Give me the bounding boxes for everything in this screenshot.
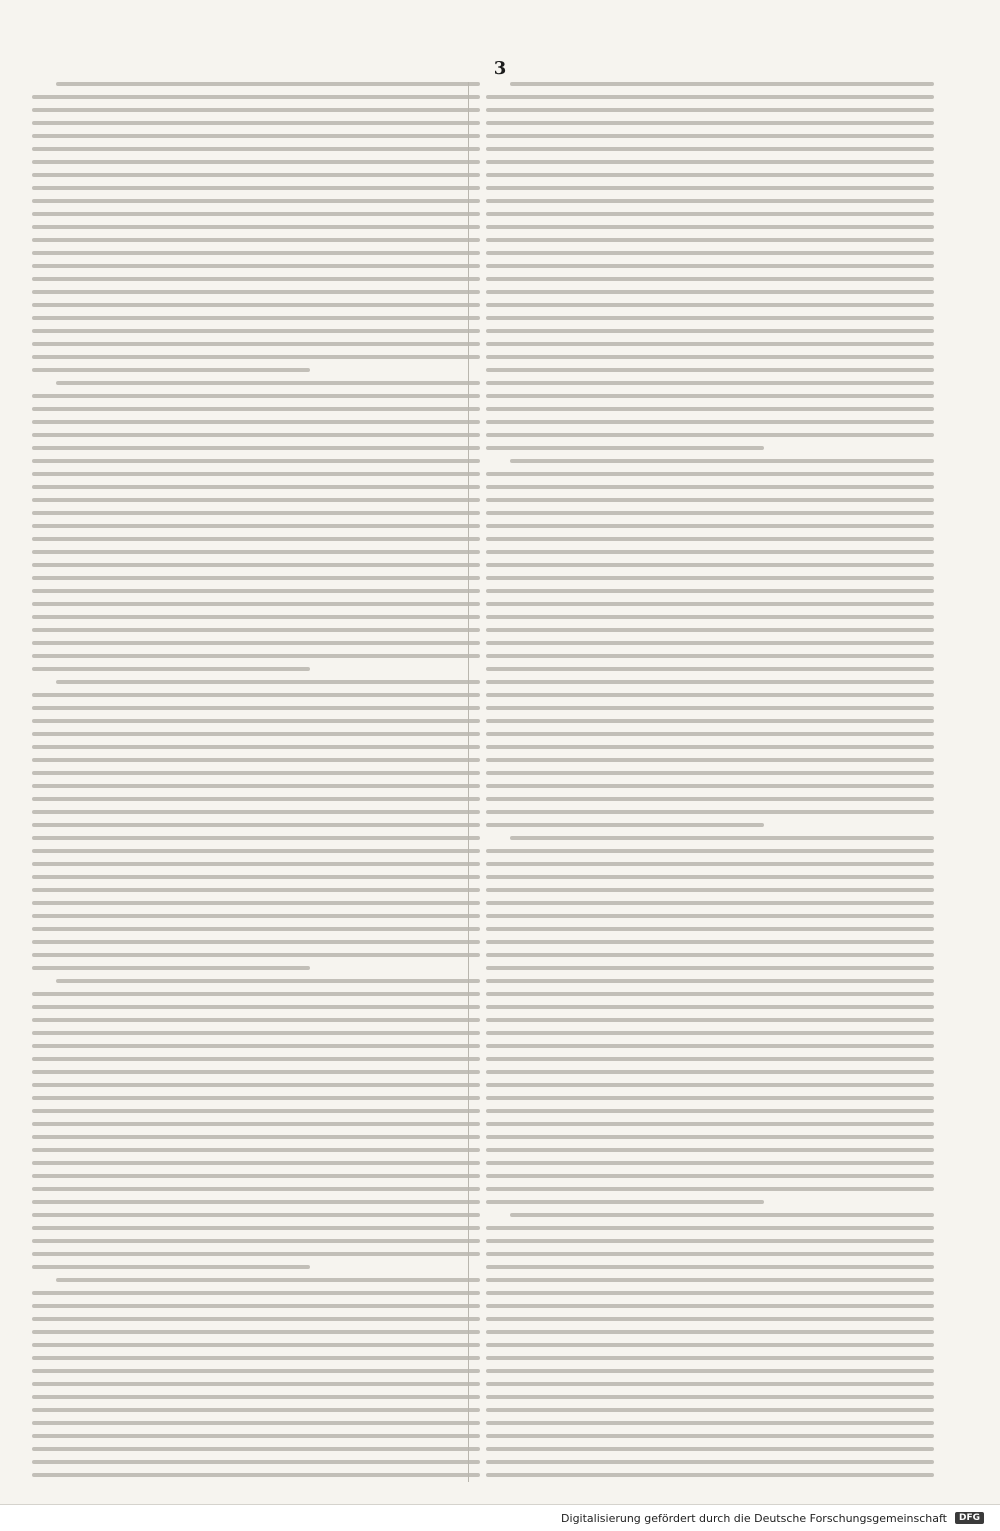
text-line-placeholder bbox=[32, 329, 480, 333]
text-line-placeholder bbox=[56, 680, 480, 684]
text-line-placeholder bbox=[32, 472, 480, 476]
text-line-placeholder bbox=[32, 290, 480, 294]
text-column-right bbox=[486, 82, 934, 1482]
text-line-placeholder bbox=[32, 1239, 480, 1243]
text-line-placeholder bbox=[486, 511, 934, 515]
text-line-placeholder bbox=[32, 1200, 480, 1204]
text-line-placeholder bbox=[32, 823, 480, 827]
text-line-placeholder bbox=[486, 316, 934, 320]
text-line-placeholder bbox=[32, 368, 310, 372]
text-line-placeholder bbox=[32, 264, 480, 268]
text-line-placeholder bbox=[32, 394, 480, 398]
text-line-placeholder bbox=[486, 914, 934, 918]
text-line-placeholder bbox=[32, 576, 480, 580]
text-line-placeholder bbox=[486, 550, 934, 554]
text-line-placeholder bbox=[32, 862, 480, 866]
text-line-placeholder bbox=[486, 303, 934, 307]
text-line-placeholder bbox=[486, 1343, 934, 1347]
text-line-placeholder bbox=[486, 1239, 934, 1243]
text-line-placeholder bbox=[486, 342, 934, 346]
text-line-placeholder bbox=[486, 1317, 934, 1321]
text-line-placeholder bbox=[32, 1083, 480, 1087]
text-line-placeholder bbox=[32, 446, 480, 450]
text-line-placeholder bbox=[486, 108, 934, 112]
text-line-placeholder bbox=[32, 1395, 480, 1399]
text-line-placeholder bbox=[32, 1382, 480, 1386]
digitization-footer bbox=[0, 1504, 1000, 1531]
text-line-placeholder bbox=[32, 199, 480, 203]
text-line-placeholder bbox=[486, 1226, 934, 1230]
text-line-placeholder bbox=[486, 407, 934, 411]
text-column-left bbox=[32, 82, 480, 1482]
text-line-placeholder bbox=[486, 1044, 934, 1048]
text-line-placeholder bbox=[32, 1174, 480, 1178]
text-line-placeholder bbox=[486, 628, 934, 632]
text-line-placeholder bbox=[486, 160, 934, 164]
text-line-placeholder bbox=[486, 823, 764, 827]
text-line-placeholder bbox=[32, 1057, 480, 1061]
text-line-placeholder bbox=[486, 1447, 934, 1451]
text-line-placeholder bbox=[32, 1473, 480, 1477]
text-line-placeholder bbox=[486, 1161, 934, 1165]
text-line-placeholder bbox=[486, 1356, 934, 1360]
text-line-placeholder bbox=[32, 797, 480, 801]
text-line-placeholder bbox=[486, 563, 934, 567]
text-line-placeholder bbox=[32, 1148, 480, 1152]
text-line-placeholder bbox=[32, 433, 480, 437]
text-line-placeholder bbox=[486, 875, 934, 879]
text-line-placeholder bbox=[56, 381, 480, 385]
text-line-placeholder bbox=[32, 498, 480, 502]
text-line-placeholder bbox=[486, 1005, 934, 1009]
text-line-placeholder bbox=[486, 147, 934, 151]
text-line-placeholder bbox=[486, 862, 934, 866]
text-line-placeholder bbox=[32, 1330, 480, 1334]
text-line-placeholder bbox=[486, 290, 934, 294]
text-line-placeholder bbox=[32, 1317, 480, 1321]
text-line-placeholder bbox=[486, 797, 934, 801]
text-line-placeholder bbox=[32, 1109, 480, 1113]
text-line-placeholder bbox=[486, 1382, 934, 1386]
text-line-placeholder bbox=[486, 264, 934, 268]
text-line-placeholder bbox=[486, 1031, 934, 1035]
text-line-placeholder bbox=[32, 1252, 480, 1256]
text-line-placeholder bbox=[486, 1083, 934, 1087]
text-line-placeholder bbox=[486, 446, 764, 450]
text-line-placeholder bbox=[486, 238, 934, 242]
text-line-placeholder bbox=[486, 1187, 934, 1191]
text-line-placeholder bbox=[32, 849, 480, 853]
text-line-placeholder bbox=[32, 810, 480, 814]
text-line-placeholder bbox=[486, 394, 934, 398]
text-line-placeholder bbox=[32, 212, 480, 216]
text-line-placeholder bbox=[486, 758, 934, 762]
text-line-placeholder bbox=[32, 316, 480, 320]
text-line-placeholder bbox=[32, 420, 480, 424]
text-line-placeholder bbox=[32, 927, 480, 931]
text-line-placeholder bbox=[486, 732, 934, 736]
text-line-placeholder bbox=[32, 108, 480, 112]
text-line-placeholder bbox=[32, 836, 480, 840]
text-line-placeholder bbox=[486, 641, 934, 645]
text-line-placeholder bbox=[32, 1408, 480, 1412]
text-line-placeholder bbox=[486, 680, 934, 684]
text-line-placeholder bbox=[32, 719, 480, 723]
text-line-placeholder bbox=[32, 511, 480, 515]
text-line-placeholder bbox=[32, 563, 480, 567]
text-line-placeholder bbox=[32, 1447, 480, 1451]
text-line-placeholder bbox=[486, 225, 934, 229]
text-line-placeholder bbox=[486, 719, 934, 723]
text-line-placeholder bbox=[32, 888, 480, 892]
text-line-placeholder bbox=[486, 212, 934, 216]
text-line-placeholder bbox=[32, 771, 480, 775]
column-divider bbox=[468, 82, 469, 1482]
text-line-placeholder bbox=[486, 1369, 934, 1373]
text-line-placeholder bbox=[32, 654, 480, 658]
text-line-placeholder bbox=[486, 576, 934, 580]
text-line-placeholder bbox=[486, 589, 934, 593]
text-line-placeholder bbox=[32, 615, 480, 619]
text-line-placeholder bbox=[32, 537, 480, 541]
text-line-placeholder bbox=[486, 888, 934, 892]
text-line-placeholder bbox=[32, 485, 480, 489]
text-line-placeholder bbox=[486, 368, 934, 372]
dfg-logo-icon: DFG bbox=[955, 1512, 984, 1524]
text-line-placeholder bbox=[32, 238, 480, 242]
text-line-placeholder bbox=[486, 810, 934, 814]
text-line-placeholder bbox=[32, 186, 480, 190]
text-line-placeholder bbox=[32, 602, 480, 606]
text-line-placeholder bbox=[32, 966, 310, 970]
text-line-placeholder bbox=[32, 160, 480, 164]
text-line-placeholder bbox=[32, 277, 480, 281]
text-line-placeholder bbox=[32, 784, 480, 788]
text-line-placeholder bbox=[486, 537, 934, 541]
text-line-placeholder bbox=[32, 1460, 480, 1464]
text-line-placeholder bbox=[486, 1135, 934, 1139]
text-line-placeholder bbox=[486, 251, 934, 255]
text-line-placeholder bbox=[32, 1161, 480, 1165]
text-line-placeholder bbox=[486, 95, 934, 99]
text-line-placeholder bbox=[486, 654, 934, 658]
text-line-placeholder bbox=[32, 1356, 480, 1360]
text-line-placeholder bbox=[32, 407, 480, 411]
text-line-placeholder bbox=[32, 732, 480, 736]
text-line-placeholder bbox=[486, 1460, 934, 1464]
text-line-placeholder bbox=[486, 472, 934, 476]
text-line-placeholder bbox=[32, 1421, 480, 1425]
text-line-placeholder bbox=[32, 524, 480, 528]
text-line-placeholder bbox=[486, 966, 934, 970]
text-line-placeholder bbox=[32, 1369, 480, 1373]
text-line-placeholder bbox=[32, 1018, 480, 1022]
text-line-placeholder bbox=[486, 121, 934, 125]
text-line-placeholder bbox=[486, 199, 934, 203]
text-line-placeholder bbox=[486, 771, 934, 775]
text-line-placeholder bbox=[486, 992, 934, 996]
text-line-placeholder bbox=[32, 1096, 480, 1100]
text-line-placeholder bbox=[486, 667, 934, 671]
text-line-placeholder bbox=[510, 836, 934, 840]
text-line-placeholder bbox=[486, 927, 934, 931]
page-number: 3 bbox=[493, 58, 507, 79]
text-line-placeholder bbox=[486, 1096, 934, 1100]
text-line-placeholder bbox=[486, 1408, 934, 1412]
text-line-placeholder bbox=[486, 1200, 764, 1204]
text-line-placeholder bbox=[32, 1434, 480, 1438]
text-line-placeholder bbox=[32, 940, 480, 944]
text-line-placeholder bbox=[486, 953, 934, 957]
text-line-placeholder bbox=[32, 134, 480, 138]
text-line-placeholder bbox=[32, 641, 480, 645]
text-line-placeholder bbox=[32, 355, 480, 359]
text-line-placeholder bbox=[32, 667, 310, 671]
text-line-placeholder bbox=[486, 1057, 934, 1061]
text-line-placeholder bbox=[486, 134, 934, 138]
text-line-placeholder bbox=[486, 1070, 934, 1074]
text-line-placeholder bbox=[486, 1122, 934, 1126]
text-line-placeholder bbox=[32, 1135, 480, 1139]
text-line-placeholder bbox=[32, 251, 480, 255]
text-line-placeholder bbox=[486, 498, 934, 502]
text-line-placeholder bbox=[486, 433, 934, 437]
text-line-placeholder bbox=[32, 225, 480, 229]
text-line-placeholder bbox=[32, 121, 480, 125]
text-line-placeholder bbox=[32, 953, 480, 957]
text-line-placeholder bbox=[486, 1304, 934, 1308]
text-line-placeholder bbox=[32, 1005, 480, 1009]
text-line-placeholder bbox=[510, 459, 934, 463]
text-line-placeholder bbox=[32, 147, 480, 151]
text-line-placeholder bbox=[32, 875, 480, 879]
text-line-placeholder bbox=[510, 82, 934, 86]
text-line-placeholder bbox=[486, 1330, 934, 1334]
text-line-placeholder bbox=[56, 82, 480, 86]
text-line-placeholder bbox=[32, 342, 480, 346]
text-line-placeholder bbox=[32, 1044, 480, 1048]
text-line-placeholder bbox=[486, 381, 934, 385]
text-line-placeholder bbox=[56, 1278, 480, 1282]
text-line-placeholder bbox=[32, 745, 480, 749]
text-line-placeholder bbox=[32, 459, 480, 463]
text-line-placeholder bbox=[32, 1070, 480, 1074]
text-line-placeholder bbox=[486, 1278, 934, 1282]
text-line-placeholder bbox=[486, 277, 934, 281]
text-line-placeholder bbox=[486, 1473, 934, 1477]
text-line-placeholder bbox=[486, 745, 934, 749]
text-line-placeholder bbox=[32, 1122, 480, 1126]
text-line-placeholder bbox=[486, 173, 934, 177]
footer-credit: Digitalisierung gefördert durch die Deutsche Forschungsgemeinschaft bbox=[561, 1511, 947, 1525]
text-line-placeholder bbox=[32, 303, 480, 307]
text-line-placeholder bbox=[32, 550, 480, 554]
text-line-placeholder bbox=[486, 1265, 934, 1269]
text-line-placeholder bbox=[486, 355, 934, 359]
text-line-placeholder bbox=[32, 95, 480, 99]
text-line-placeholder bbox=[486, 420, 934, 424]
text-line-placeholder bbox=[486, 602, 934, 606]
text-line-placeholder bbox=[486, 901, 934, 905]
text-line-placeholder bbox=[486, 1421, 934, 1425]
text-line-placeholder bbox=[486, 1109, 934, 1113]
text-line-placeholder bbox=[32, 589, 480, 593]
text-line-placeholder bbox=[32, 758, 480, 762]
text-line-placeholder bbox=[486, 849, 934, 853]
text-line-placeholder bbox=[32, 1031, 480, 1035]
text-line-placeholder bbox=[486, 1018, 934, 1022]
text-line-placeholder bbox=[486, 979, 934, 983]
text-line-placeholder bbox=[32, 628, 480, 632]
text-line-placeholder bbox=[510, 1213, 934, 1217]
text-line-placeholder bbox=[486, 940, 934, 944]
text-line-placeholder bbox=[486, 1148, 934, 1152]
text-line-placeholder bbox=[32, 901, 480, 905]
text-line-placeholder bbox=[486, 1291, 934, 1295]
text-line-placeholder bbox=[486, 693, 934, 697]
text-line-placeholder bbox=[486, 1395, 934, 1399]
text-line-placeholder bbox=[486, 485, 934, 489]
text-line-placeholder bbox=[32, 1291, 480, 1295]
text-line-placeholder bbox=[486, 186, 934, 190]
text-line-placeholder bbox=[486, 1434, 934, 1438]
text-line-placeholder bbox=[32, 1343, 480, 1347]
text-line-placeholder bbox=[486, 706, 934, 710]
text-line-placeholder bbox=[32, 1265, 310, 1269]
text-line-placeholder bbox=[56, 979, 480, 983]
text-line-placeholder bbox=[486, 1174, 934, 1178]
text-line-placeholder bbox=[32, 1226, 480, 1230]
text-line-placeholder bbox=[32, 1213, 480, 1217]
text-line-placeholder bbox=[486, 615, 934, 619]
text-line-placeholder bbox=[32, 706, 480, 710]
text-line-placeholder bbox=[32, 173, 480, 177]
text-line-placeholder bbox=[32, 1187, 480, 1191]
text-line-placeholder bbox=[486, 784, 934, 788]
text-line-placeholder bbox=[32, 914, 480, 918]
text-line-placeholder bbox=[32, 1304, 480, 1308]
text-line-placeholder bbox=[486, 1252, 934, 1256]
text-line-placeholder bbox=[486, 524, 934, 528]
text-line-placeholder bbox=[486, 329, 934, 333]
text-line-placeholder bbox=[32, 992, 480, 996]
text-line-placeholder bbox=[32, 693, 480, 697]
